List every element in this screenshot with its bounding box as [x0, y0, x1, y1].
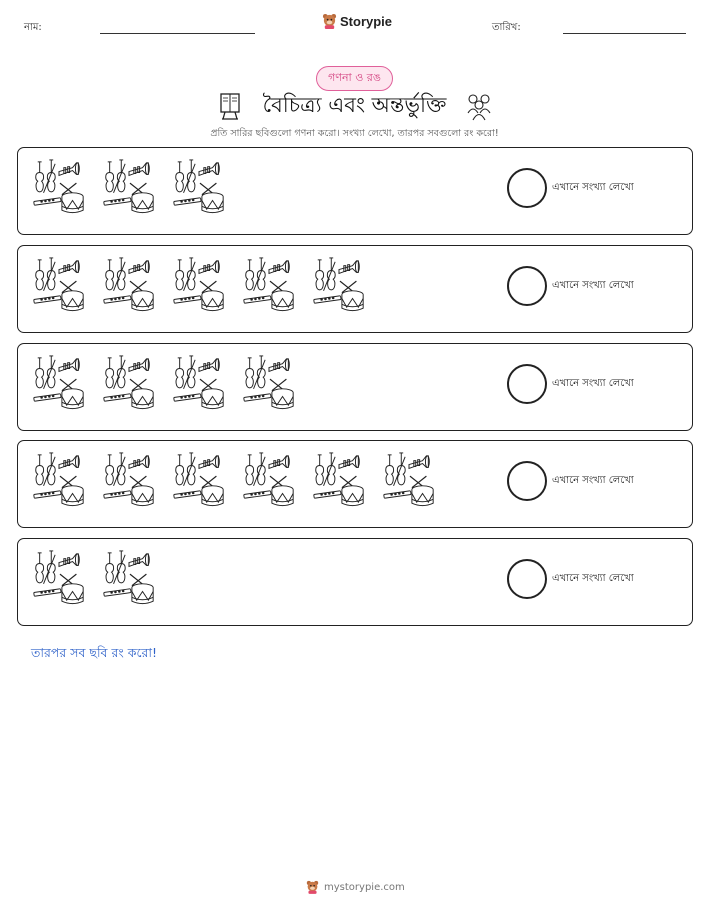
musical-instruments-icon — [28, 354, 90, 412]
instrument-groups — [28, 549, 160, 607]
instrument-groups — [28, 158, 230, 216]
musical-instruments-icon — [98, 256, 160, 314]
counting-row-5 — [17, 538, 693, 626]
bear-mascot-icon — [306, 880, 319, 894]
musical-instruments-icon — [98, 354, 160, 412]
instrument-groups — [28, 451, 440, 509]
answer-circle[interactable] — [507, 559, 547, 599]
counting-row-3 — [17, 343, 693, 431]
counting-row-1 — [17, 147, 693, 235]
name-label: নাম: — [24, 22, 42, 33]
musical-instruments-icon — [98, 549, 160, 607]
answer-label: এখানে সংখ্যা লেখো — [552, 280, 634, 291]
musical-instruments-icon — [238, 451, 300, 509]
brand-logo — [322, 13, 392, 29]
counting-row-2 — [17, 245, 693, 333]
instruction-text: প্রতি সারির ছবিগুলো গণনা করো। সংখ্যা লেখো, তারপর সবগুলো রং করো! — [210, 128, 499, 139]
site-footer — [306, 880, 405, 894]
instrument-groups — [28, 354, 300, 412]
date-field[interactable] — [563, 33, 686, 34]
musical-instruments-icon — [168, 158, 230, 216]
page-title: বৈচিত্র্য এবং অন্তর্ভুক্তি — [262, 92, 447, 117]
answer-circle[interactable] — [507, 364, 547, 404]
date-label: তারিখ: — [492, 22, 521, 33]
instrument-groups — [28, 256, 370, 314]
site-url: mystorypie.com — [324, 881, 405, 893]
brand-name: Storypie — [340, 13, 393, 29]
bear-mascot-icon — [322, 13, 337, 29]
answer-circle[interactable] — [507, 266, 547, 306]
name-field[interactable] — [100, 33, 255, 34]
answer-circle[interactable] — [507, 168, 547, 208]
musical-instruments-icon — [308, 256, 370, 314]
musical-instruments-icon — [28, 158, 90, 216]
answer-label: এখানে সংখ্যা লেখো — [552, 378, 634, 389]
children-group-icon — [464, 91, 494, 121]
musical-instruments-icon — [168, 354, 230, 412]
musical-instruments-icon — [378, 451, 440, 509]
musical-instruments-icon — [28, 451, 90, 509]
footer-note: তারপর সব ছবি রং করো! — [31, 645, 157, 660]
answer-label: এখানে সংখ্যা লেখো — [552, 475, 634, 486]
musical-instruments-icon — [168, 451, 230, 509]
answer-circle[interactable] — [507, 461, 547, 501]
title-row — [0, 88, 709, 124]
musical-instruments-icon — [168, 256, 230, 314]
musical-instruments-icon — [238, 354, 300, 412]
category-badge: গণনা ও রঙ — [316, 66, 393, 91]
musical-instruments-icon — [238, 256, 300, 314]
musical-instruments-icon — [98, 158, 160, 216]
musical-instruments-icon — [98, 451, 160, 509]
musical-instruments-icon — [308, 451, 370, 509]
answer-label: এখানে সংখ্যা লেখো — [552, 573, 634, 584]
musical-instruments-icon — [28, 549, 90, 607]
answer-label: এখানে সংখ্যা লেখো — [552, 182, 634, 193]
book-stand-icon — [215, 91, 245, 121]
counting-row-4 — [17, 440, 693, 528]
musical-instruments-icon — [28, 256, 90, 314]
